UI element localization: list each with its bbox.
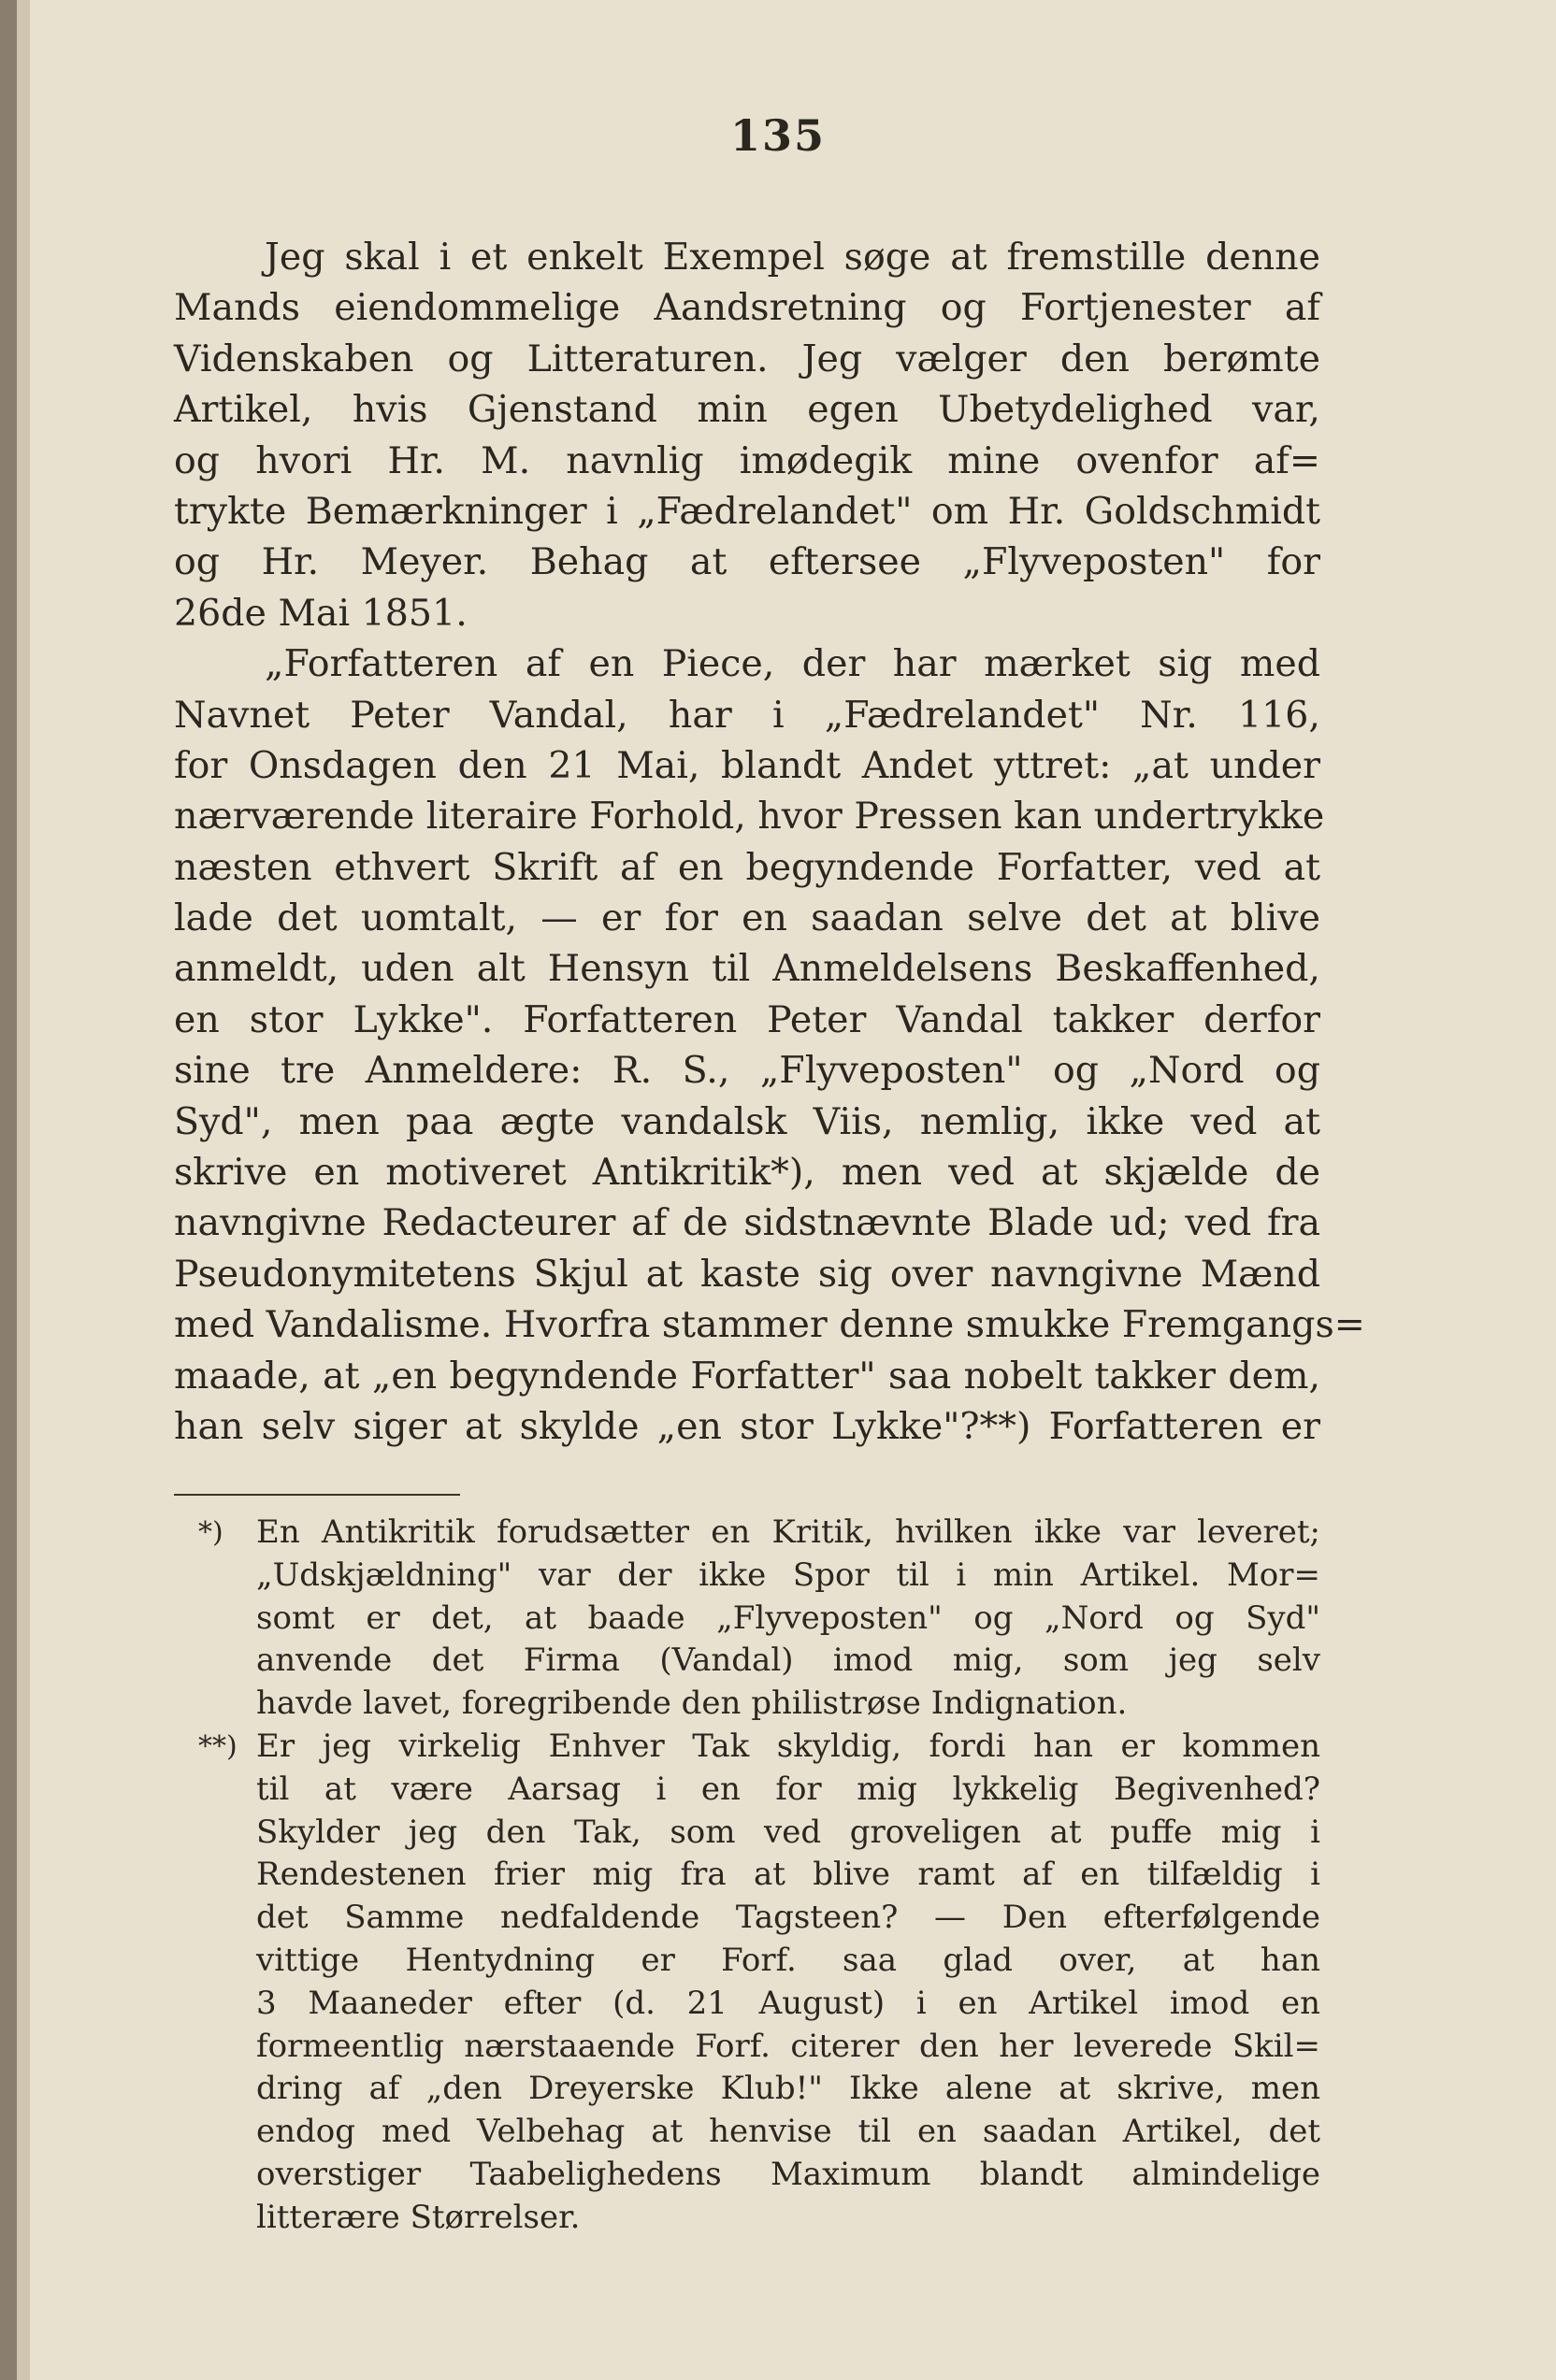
text-line: maade, at „en begyndende Forfatter" saa nobelt takker dem, xyxy=(174,1354,1320,1398)
footnote-line: „Udskjældning" var der ikke Spor til i min Artikel. Mor= xyxy=(256,1556,1320,1594)
text-line: næsten ethvert Skrift af en begyndende Forfatter, ved at xyxy=(174,845,1320,889)
text-line: lade det uomtalt, — er for en saadan selve det at blive xyxy=(174,896,1320,940)
page-binding-edge xyxy=(0,0,17,2380)
footnote-line: havde lavet, foregribende den philistrøse Indignation. xyxy=(256,1685,1128,1723)
footnote-line xyxy=(174,1726,1320,1769)
text-line: skrive en motiveret Antikritik*), men ved at skjælde de xyxy=(174,1151,1320,1195)
text-line: han selv siger at skylde „en stor Lykke"?**) Forfatteren er xyxy=(174,1404,1320,1448)
text-line: 26de Mai 1851. xyxy=(174,591,468,635)
text-line: Artikel, hvis Gjenstand min egen Ubetydelighed var, xyxy=(174,388,1320,432)
text-line: nærværende literaire Forhold, hvor Pressen kan undertrykke xyxy=(174,795,1325,839)
footnote-separator xyxy=(174,1494,460,1496)
footnote-line xyxy=(174,1512,1320,1555)
footnote-line: somt er det, at baade „Flyveposten" og „Nord og Syd" xyxy=(256,1599,1320,1637)
footnote-line: overstiger Taabelighedens Maximum blandt almindelige xyxy=(256,2155,1320,2193)
page-number: 135 xyxy=(729,110,827,161)
text-line: anmeldt, uden alt Hensyn til Anmeldelsens Beskaffenhed, xyxy=(174,947,1320,991)
footnote-text: Er jeg virkelig Enhver Tak skyldig, fordi han er kommen xyxy=(256,1727,1320,1765)
text-line: sine tre Anmeldere: R. S., „Flyveposten" og „Nord og xyxy=(174,1049,1320,1093)
text-line: Navnet Peter Vandal, har i „Fædrelandet" Nr. 116, xyxy=(174,693,1320,737)
footnote-line: vittige Hentydning er Forf. saa glad over, at han xyxy=(256,1941,1320,1979)
footnote-line: litterære Størrelser. xyxy=(256,2198,581,2236)
footnote-line: det Samme nedfaldende Tagsteen? — Den efterfølgende xyxy=(256,1899,1320,1937)
text-line: en stor Lykke". Forfatteren Peter Vandal takker derfor xyxy=(174,997,1320,1041)
footnote-line: dring af „den Dreyerske Klub!" Ikke alene at skrive, men xyxy=(256,2070,1320,2108)
footnote-text: En Antikritik forudsætter en Kritik, hvilken ikke var leveret; xyxy=(256,1513,1320,1551)
text-line: trykte Bemærkninger i „Fædrelandet" om Hr. Goldschmidt xyxy=(174,489,1320,533)
text-line: „Forfatteren af en Piece, der har mærket sig med xyxy=(265,642,1320,686)
text-line: og Hr. Meyer. Behag at eftersee „Flyveposten" for xyxy=(174,540,1320,584)
footnote-line: anvende det Firma (Vandal) imod mig, som jeg selv xyxy=(256,1642,1320,1680)
text-line: og hvori Hr. M. navnlig imødegik mine ovenfor af= xyxy=(174,438,1320,482)
text-line: for Onsdagen den 21 Mai, blandt Andet yttret: „at under xyxy=(174,743,1320,787)
text-line: med Vandalisme. Hvorfra stammer denne smukke Fremgangs= xyxy=(174,1303,1365,1347)
footnote-line: 3 Maaneder efter (d. 21 August) i en Artikel imod en xyxy=(256,1984,1320,2022)
text-line: Jeg skal i et enkelt Exempel søge at fremstille denne xyxy=(265,236,1320,279)
footnote-line: Skylder jeg den Tak, som ved groveligen at puffe mig i xyxy=(256,1813,1320,1851)
text-line: navngivne Redacteurer af de sidstnævnte Blade ud; ved fra xyxy=(174,1201,1320,1245)
footnote-line: endog med Velbehag at henvise til en saadan Artikel, det xyxy=(256,2113,1320,2151)
footnote-marker: *) xyxy=(198,1516,223,1549)
main-text xyxy=(174,232,1365,1452)
text-line: Mands eiendommelige Aandsretning og Fortjenester af xyxy=(174,286,1320,330)
footnote-line: Rendestenen frier mig fra at blive ramt af en tilfældig i xyxy=(256,1856,1320,1894)
footnote-line: til at være Aarsag i en for mig lykkelig Begivenhed? xyxy=(256,1770,1320,1808)
text-line: Videnskaben og Litteraturen. Jeg vælger den berømte xyxy=(174,337,1320,380)
footnote-line: formeentlig nærstaaende Forf. citerer den her leverede Skil= xyxy=(256,2027,1320,2065)
text-line: Pseudonymitetens Skjul at kaste sig over navngivne Mænd xyxy=(174,1252,1320,1296)
text-line: Syd", men paa ægte vandalsk Viis, nemlig, ikke ved at xyxy=(174,1099,1320,1143)
footnote-marker: **) xyxy=(198,1729,238,1763)
page-binding-shadow xyxy=(17,0,30,2380)
footnotes xyxy=(174,1512,1320,2240)
